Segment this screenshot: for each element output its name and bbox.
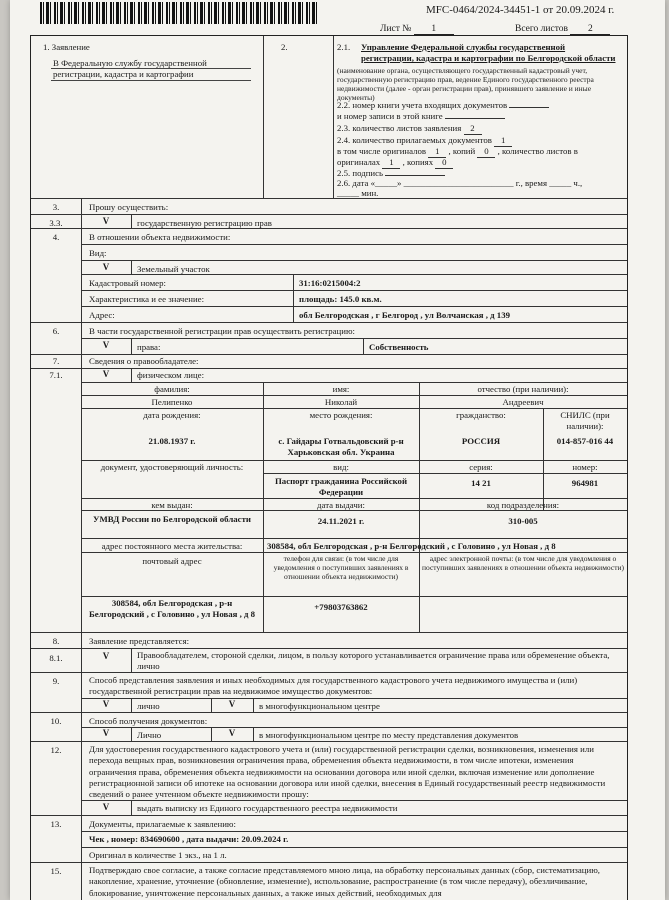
residence-address-header: адрес постоянного места жительства: — [101, 541, 243, 551]
doc-number-header: номер: — [572, 462, 598, 472]
check-mark: V — [102, 216, 110, 226]
original-sheets-label: оригиналах — [337, 157, 381, 167]
total-sheets — [515, 24, 610, 35]
attached-document-originals: Оригинал в количестве 1 экз., на 1 л. — [89, 850, 227, 860]
originals-count: 1 — [428, 146, 446, 158]
section-6-label: В части государственной регистрации прав осуществить регистрацию: — [89, 326, 355, 336]
copy-sheets-count: 0 — [435, 157, 453, 169]
barcode — [40, 2, 320, 24]
issue-date-value: 24.11.2021 г. — [317, 516, 365, 526]
section-8-number: 8. — [52, 636, 60, 646]
item-2-4-value: 1 — [494, 135, 512, 147]
sheet-number — [380, 24, 454, 35]
id-document-header: документ, удостоверяющий личность: — [100, 462, 244, 472]
section-1-recipient: В Федеральную службу государственной регистрации, кадастра и картографии — [53, 58, 207, 79]
issue-date-header: дата выдачи: — [317, 500, 365, 510]
section-7-1-number: 7.1. — [49, 370, 63, 380]
authority-note: (наименование органа, осуществляющего государственный кадастровый учет, государственную регистрацию прав, ведение Единого государственного реестра недвижимости (далее - орган регистрации прав), принявшего заявление и иные документы) — [337, 66, 594, 102]
characteristic-value: площадь: 145.0 кв.м. — [299, 294, 382, 304]
section-12-text: Для удостоверения государственного кадастрового учета и (или) государственной регистрации сделки, возникновения, изменения или перехода вещных прав, возникновения ограничения права, обременения объекта недвижимости, в том числе ипотеки, изменения ограничения права, обременения объекта недвижимости на основании договора или иной сделки, включая изменение или дополнение регистрационной записи об ипотеке на основании договора или иной сделки, внесения в Единый государственный реестр недвижимости сведений о ранее учтенном объекте недвижимости прошу: — [89, 744, 606, 799]
item-2-3 — [337, 123, 482, 135]
object-type-value: Земельный участок — [137, 264, 210, 274]
section-7-number: 7. — [52, 356, 60, 366]
registration-number: MFC-0464/2024-34451-1 от 20.09.2024 г. — [426, 4, 615, 16]
item-2-6: 2.6. дата «_____» _________________________ г., время _____ ч., — [337, 178, 583, 188]
check-mark: V — [102, 369, 110, 379]
total-sheets-value: 2 — [570, 24, 610, 35]
citizenship-header: гражданство: — [456, 410, 506, 420]
issued-by-header: кем выдан: — [151, 500, 193, 510]
item-2-1-number: 2.1. — [337, 42, 351, 52]
section-13-number: 13. — [50, 819, 62, 829]
birth-place-value: с. Гайдары Готвальдовский р-н Харьковская обл. Украина — [278, 436, 404, 457]
extract-option: выдать выписку из Единого государственного реестра недвижимости — [137, 803, 398, 813]
address-label: Адрес: — [89, 310, 115, 320]
postal-address-header: почтовый адрес — [142, 556, 202, 566]
original-sheets-count: 1 — [382, 157, 400, 169]
dept-code-header: код подразделения: — [486, 500, 560, 510]
check-mark: V — [102, 728, 110, 738]
copies-count: 0 — [477, 146, 495, 158]
doc-number-value: 964981 — [571, 478, 599, 488]
section-1-title: 1. Заявление — [43, 42, 90, 52]
section-9-label: Способ представления заявления и иных необходимых для государственного кадастрового учета недвижимого имущества и (или) государственной регистрации прав на недвижимое имущество документов: — [89, 675, 578, 696]
item-2-2b-label: и номер записи в этой книге — [337, 111, 443, 121]
postal-address-value: 308584, обл Белгородская , р-н Белгородский , с Головино , ул Новая , д 8 — [88, 598, 256, 619]
section-3-label: Прошу осуществить: — [89, 202, 169, 212]
item-2-3-value: 2 — [464, 123, 482, 135]
birth-date-header: дата рождения: — [143, 410, 201, 420]
section-2-number: 2. — [281, 42, 288, 52]
surname-header: фамилия: — [154, 384, 190, 394]
section-3-3-number: 3.3. — [49, 218, 63, 228]
section-12-number: 12. — [50, 745, 62, 755]
copies-label: , копий — [448, 146, 476, 156]
originals-label: в том числе оригиналов — [337, 146, 427, 156]
signature-label: 2.5. подпись — [337, 168, 384, 178]
right-label: права: — [137, 342, 161, 352]
section-4-label: В отношении объекта недвижимости: — [89, 232, 231, 242]
check-mark: V — [102, 699, 110, 709]
registration-authority-name: Управление Федеральной службы государственной регистрации, кадастра и картографии по Белгородской области — [361, 42, 616, 63]
section-8-label: Заявление представляется: — [89, 636, 190, 646]
birth-place-header: место рождения: — [309, 410, 373, 420]
phone-header: телефон для связи: (в том числе для уведомления о поступивших заявлениях в отношении объекта недвижимости) — [273, 554, 409, 581]
name-value: Николай — [324, 397, 358, 407]
residence-address-value: 308584, обл Белгородская , р-н Белгородский , с Головино , ул Новая , д 8 — [267, 541, 556, 551]
section-15-number: 15. — [50, 866, 62, 876]
item-2-3-label: 2.3. количество листов заявления — [337, 123, 462, 133]
cadastral-number-value: 31:16:0215004:2 — [299, 278, 361, 288]
doc-series-value: 14 21 — [471, 478, 491, 488]
item-2-2 — [337, 100, 549, 111]
snils-value: 014-857-016 44 — [556, 436, 614, 446]
check-mark: V — [102, 262, 110, 272]
address-value: обл Белгородская , г Белгород , ул Волчанская , д 139 — [299, 310, 510, 320]
item-2-6b: _____ мин. — [337, 188, 379, 198]
check-mark: V — [102, 340, 110, 350]
receipt-method-2: в многофункциональном центре по месту представления документов — [259, 730, 519, 740]
item-2-2b — [337, 111, 505, 122]
issued-by-value: УМВД России по Белгородской области — [93, 514, 251, 524]
cadastral-number-label: Кадастровый номер: — [89, 278, 166, 288]
submission-method-2: в многофункциональном центре — [259, 701, 380, 711]
form-frame — [30, 35, 628, 900]
doc-type-header: вид: — [333, 462, 349, 472]
total-label: Всего листов — [515, 24, 568, 34]
copy-sheets-label: , копиях — [402, 157, 434, 167]
snils-header: СНИЛС (при наличии): — [560, 410, 610, 431]
section-3-3-label: государственную регистрацию прав — [137, 218, 272, 228]
check-mark: V — [102, 802, 110, 812]
section-8-1-number: 8.1. — [49, 653, 63, 663]
sheets-count-label: , количество листов в — [497, 146, 578, 156]
item-2-2-label: 2.2. номер книги учета входящих документов — [337, 100, 508, 110]
dept-code-value: 310-005 — [508, 516, 538, 526]
check-mark: V — [228, 728, 236, 738]
section-6-number: 6. — [52, 326, 60, 336]
receipt-method-1: Лично — [137, 730, 162, 740]
applicant-type-text: Правообладателем, стороной сделки, лицом, в пользу которого устанавливается ограничение права или обременение объекта, лично — [137, 650, 610, 671]
citizenship-value: РОССИЯ — [461, 436, 501, 446]
section-10-number: 10. — [50, 716, 62, 726]
section-4-number: 4. — [52, 232, 60, 242]
characteristic-label: Характеристика и ее значение: — [89, 294, 205, 304]
email-header: адрес электронной почты: (в том числе для уведомления о поступивших заявлениях в отношении объекта недвижимости) — [422, 554, 624, 572]
section-9-number: 9. — [52, 676, 60, 686]
attached-document: Чек , номер: 834690600 , дата выдачи: 20.09.2024 г. — [89, 834, 289, 844]
patronymic-value: Андреевич — [502, 397, 544, 407]
section-3-number: 3. — [52, 202, 60, 212]
item-2-4-label: 2.4. количество прилагаемых документов — [337, 135, 492, 145]
section-15-text: Подтверждаю свое согласие, а также согласие представляемого мною лица, на обработку персональных данных (сбор, систематизацию, накопление, хранение, уточнение (обновление, изменение), использование, распространение (в том числе передачу), обезличивание, блокирование, уничтожение персональных данных, а также иных действий, необходимых для — [89, 865, 600, 898]
section-7-label: Сведения о правообладателе: — [89, 356, 199, 366]
section-13-label: Документы, прилагаемые к заявлению: — [89, 819, 236, 829]
right-value: Собственность — [369, 342, 429, 352]
submission-method-1: лично — [137, 701, 160, 711]
surname-value: Пелипенко — [151, 397, 193, 407]
patronymic-header: отчество (при наличии): — [477, 384, 569, 394]
name-header: имя: — [332, 384, 350, 394]
check-mark: V — [228, 699, 236, 709]
sheet-label: Лист № — [380, 24, 412, 34]
phone-value: +79803763862 — [314, 602, 368, 612]
object-type-label: Вид: — [89, 248, 107, 258]
birth-date-value: 21.08.1937 г. — [148, 436, 196, 446]
individual-label: физическом лице: — [137, 370, 205, 380]
doc-series-header: серия: — [469, 462, 493, 472]
sheet-number-value: 1 — [414, 24, 454, 35]
doc-type-value: Паспорт гражданина Российской Федерации — [274, 476, 408, 497]
section-10-label: Способ получения документов: — [89, 716, 208, 726]
check-mark: V — [102, 651, 110, 661]
document-sheet — [10, 0, 665, 900]
